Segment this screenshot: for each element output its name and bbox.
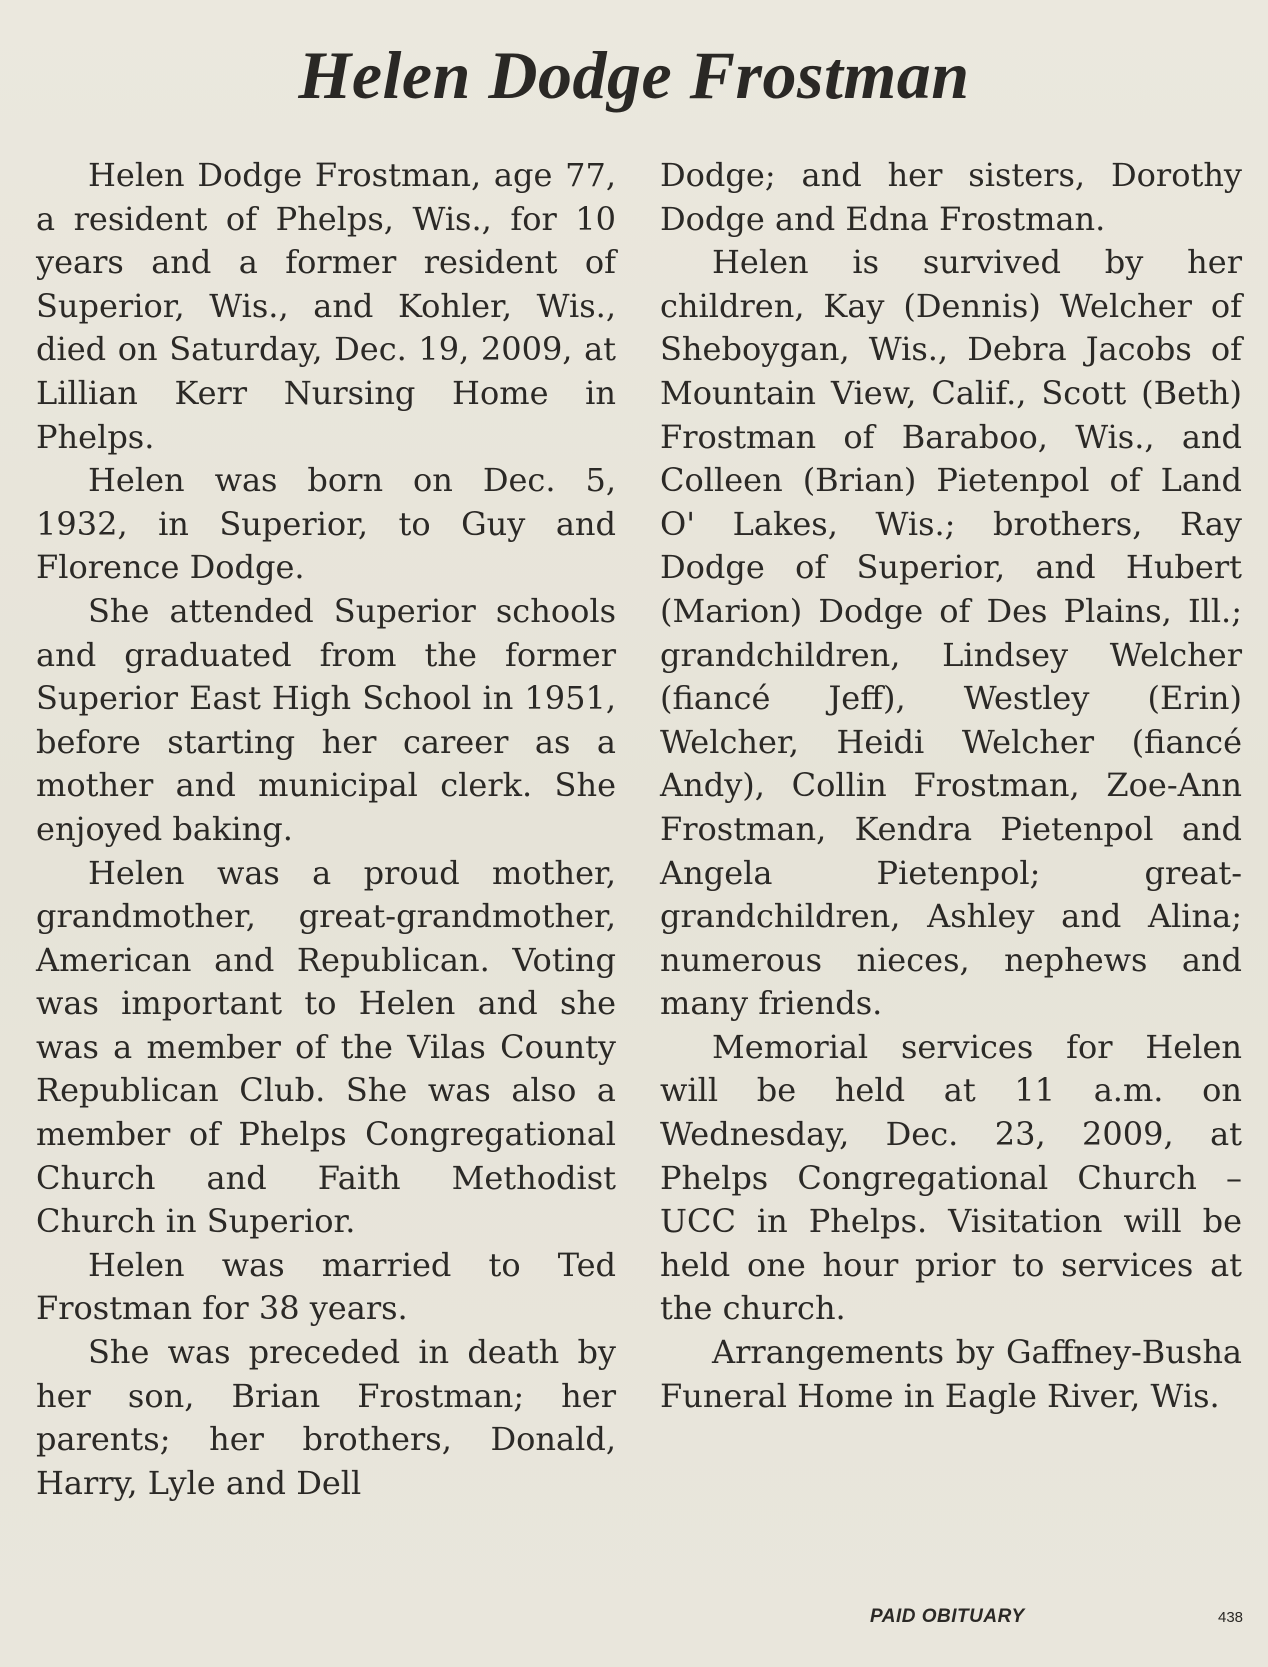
- paragraph-arrangements: Arrangements by Gaffney-Busha Funeral Home in Eagle River, Wis.: [660, 1333, 1242, 1415]
- paragraph-preceded-in-death: She was preceded in death by her son, Brian Frostman; her parents; her brothers, Donald, Harry, Lyle and Dell: [36, 1333, 616, 1502]
- paragraph-preceded-continuation: Dodge; and her sisters, Dorothy Dodge and Edna Frostman.: [660, 156, 1242, 238]
- paragraph-marriage: Helen was married to Ted Frostman for 38 years.: [36, 1245, 616, 1328]
- paid-obituary-label: PAID OBITUARY: [870, 1606, 1025, 1627]
- page-number: 438: [1218, 1609, 1244, 1626]
- paragraph-survivors: Helen is survived by her children, Kay (Dennis) Welcher of Sheboygan, Wis., Debra Jacobs of Mountain View, Calif., Scott (Beth) Frostman of Baraboo, Wis., and Colleen (Brian) Pietenpol of Land O' Lakes, Wis.; brothers, Ray Dodge of Superior, and Hubert (Marion) Dodge of Des Plains, Ill.; grandchildren, Lindsey Welcher (fiancé Jeff), Westley (Erin) Welcher, Heidi Welcher (fiancé Andy), Collin Frostman, Zoe-Ann Frostman, Kendra Pietenpol and Angela Pietenpol; great-grandchildren, Ashley and Alina; numerous nieces, nephews and many friends.: [660, 243, 1242, 1023]
- paragraph-death-notice: Helen Dodge Frostman, age 77, a resident of Phelps, Wis., for 10 years and a former resident of Superior, Wis., and Kohler, Wis., died on Saturday, Dec. 19, 2009, at Lillian Kerr Nursing Home in Phelps.: [36, 156, 616, 456]
- right-column: [660, 154, 1242, 1418]
- left-column: [36, 154, 616, 1505]
- paragraph-education-career: She attended Superior schools and graduated from the former Superior East High School in 1951, before starting her career as a mother and municipal clerk. She enjoyed baking.: [36, 591, 616, 848]
- paragraph-civic-life: Helen was a proud mother, grandmother, great-grandmother, American and Republican. Voting was important to Helen and she was a member of the Vilas County Republican Club. She was also a member of Phelps Congregational Church and Faith Methodist Church in Superior.: [36, 853, 616, 1241]
- paragraph-memorial-services: Memorial services for Helen will be held at 11 a.m. on Wednesday, Dec. 23, 2009, at Phelps Congregational Church – UCC in Phelps. Visitation will be held one hour prior to services at the church.: [660, 1027, 1242, 1328]
- obituary-title: Helen Dodge Frostman: [298, 37, 970, 113]
- paragraph-birth: Helen was born on Dec. 5, 1932, in Superior, to Guy and Florence Dodge.: [36, 461, 616, 587]
